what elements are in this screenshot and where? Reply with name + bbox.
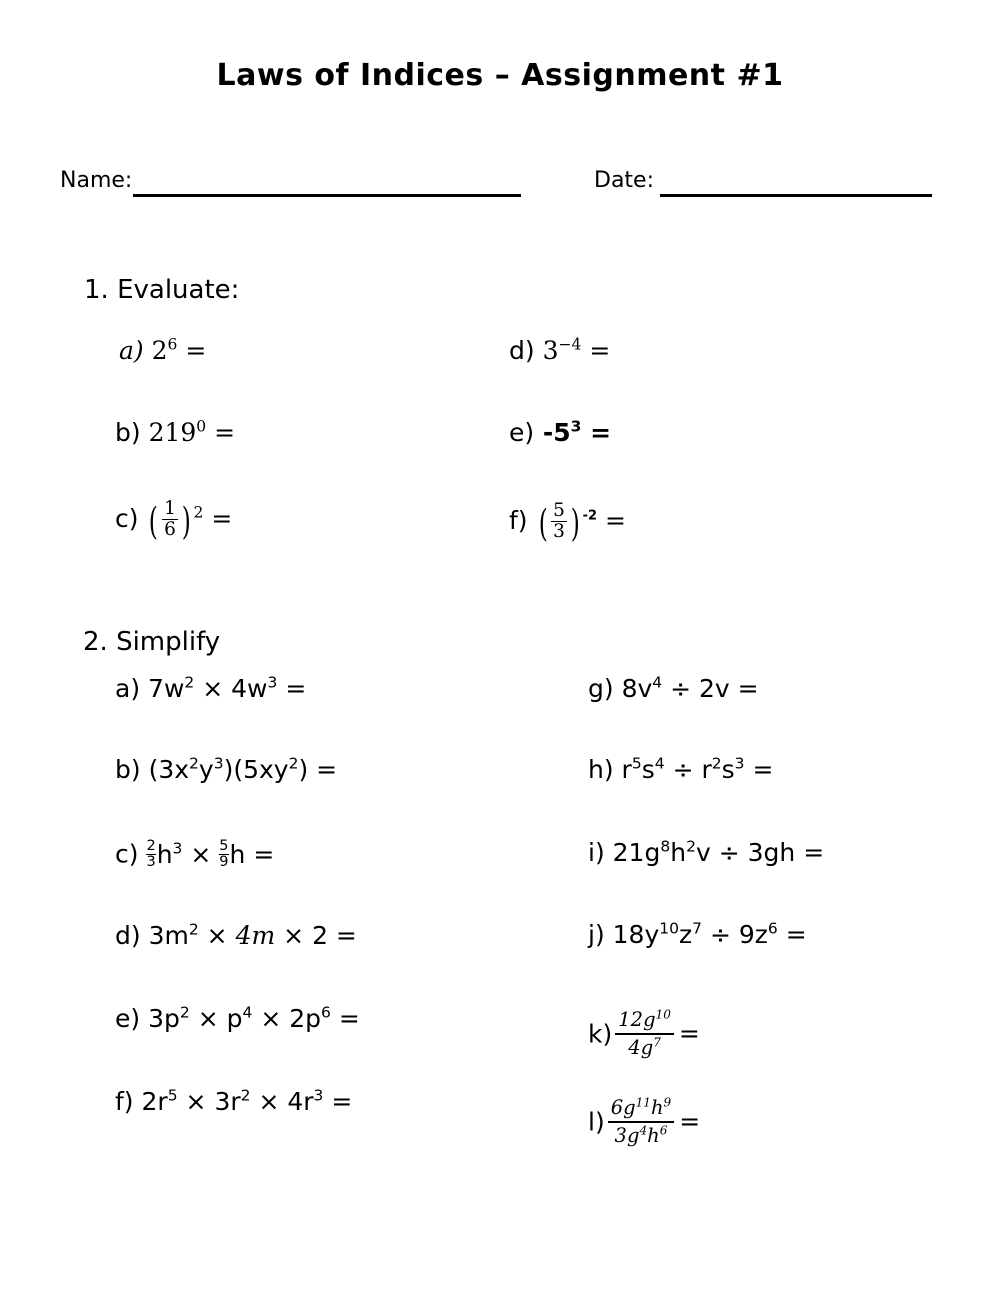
item-expression: $21g^8h^2v \div 3gh$ = bbox=[612, 837, 825, 867]
question-2-heading bbox=[83, 627, 220, 657]
item-label: a) bbox=[115, 674, 141, 703]
item-label: d) bbox=[509, 336, 535, 365]
date-label: Date: bbox=[594, 168, 654, 193]
question-1-item-d bbox=[509, 335, 611, 365]
fraction-6g11h9-over-3g4h6: $\frac{6g^{11}h^9}{3g^4h^6}$ bbox=[608, 1096, 675, 1149]
item-label: b) bbox=[115, 755, 141, 784]
question-1-item-b bbox=[115, 417, 236, 447]
item-expression: $3m^2 \times 4m \times 2$ = bbox=[148, 920, 357, 950]
fraction-five-ninths: $\frac{5}{9}$ bbox=[219, 838, 229, 871]
question-2-item-d bbox=[115, 920, 357, 950]
item-expression: $2r^5 \times 3r^2 \times 4r^3$ = bbox=[141, 1086, 353, 1116]
item-expression: $3p^2 \times p^4 \times 2p^6$ = bbox=[148, 1003, 360, 1033]
question-2-item-g bbox=[588, 673, 759, 703]
item-expression: $-5^3$ = bbox=[542, 417, 612, 447]
item-expression: ( $\frac{5}{3}$ ) $^{-2}$ = bbox=[538, 500, 626, 545]
item-label: e) bbox=[115, 1004, 141, 1033]
item-label: f) bbox=[115, 1087, 134, 1116]
question-1-heading bbox=[84, 275, 239, 305]
question-2-item-a bbox=[115, 673, 307, 703]
open-paren: ( bbox=[149, 498, 159, 543]
question-2-item-e bbox=[115, 1003, 360, 1033]
page-title: Laws of Indices – Assignment #1 bbox=[216, 58, 784, 93]
item-expression: $r^5s^4 \div r^2s^3$ = bbox=[613, 754, 774, 784]
question-2-item-b bbox=[115, 754, 338, 784]
item-label: j) bbox=[588, 920, 605, 949]
item-expression: $\frac{12g^{10}}{4g^7}$ = bbox=[612, 1019, 700, 1048]
item-expression: ( $\frac{1}{6}$ ) $^2$ = bbox=[149, 498, 233, 543]
item-label: h) bbox=[588, 755, 614, 784]
question-2-item-k bbox=[588, 1009, 700, 1062]
item-expression: $\frac{6g^{11}h^9}{3g^4h^6}$ = bbox=[605, 1107, 700, 1136]
item-label: i) bbox=[588, 838, 605, 867]
item-expression: $\frac{2}{3}$ $h^3$ × $\frac{5}{9}$ h = bbox=[146, 838, 275, 871]
item-expression: $7w^2 \times 4w^3$ = bbox=[148, 673, 307, 703]
item-label: e) bbox=[509, 418, 535, 447]
item-label: k) bbox=[588, 1019, 613, 1049]
fraction-12g10-over-4g7: $\frac{12g^{10}}{4g^7}$ bbox=[615, 1008, 674, 1061]
item-label: d) bbox=[115, 921, 141, 950]
item-expression: $(3x^2y^3)(5xy^2)$ = bbox=[140, 754, 338, 784]
question-2-heading-text: Simplify bbox=[116, 627, 221, 657]
question-2-item-j bbox=[588, 919, 807, 949]
fraction-two-thirds: $\frac{2}{3}$ bbox=[146, 838, 156, 871]
question-2-item-i bbox=[588, 837, 825, 867]
item-label: g) bbox=[588, 674, 614, 703]
item-label: b) bbox=[115, 418, 141, 447]
question-2-number: 2. bbox=[83, 627, 108, 657]
question-2-item-c bbox=[115, 840, 274, 871]
item-expression: $2^6$ = bbox=[151, 335, 207, 365]
item-label: c) bbox=[115, 503, 139, 533]
question-1-item-f bbox=[509, 502, 626, 543]
fraction-one-sixth: $\frac{1}{6}$ bbox=[164, 498, 176, 540]
question-2-item-f bbox=[115, 1086, 353, 1116]
question-2-item-h bbox=[588, 754, 774, 784]
open-paren: ( bbox=[538, 500, 548, 545]
fraction-five-thirds: $\frac{5}{3}$ bbox=[553, 500, 565, 542]
name-input-line[interactable] bbox=[133, 194, 521, 197]
name-date-row bbox=[0, 168, 1000, 202]
item-label: a) bbox=[119, 336, 144, 365]
item-label: l) bbox=[588, 1107, 605, 1137]
question-1-item-c bbox=[115, 500, 232, 541]
question-1-item-e bbox=[509, 417, 612, 447]
name-label: Name: bbox=[60, 168, 133, 193]
question-1-heading-text: Evaluate: bbox=[117, 275, 240, 305]
item-expression: $18y^{10}z^7 \div 9z^6$ = bbox=[612, 919, 807, 949]
item-label: c) bbox=[115, 839, 139, 869]
question-2-item-l bbox=[588, 1097, 700, 1150]
question-1-number: 1. bbox=[84, 275, 109, 305]
item-label: f) bbox=[509, 505, 528, 535]
item-expression: $219^0$ = bbox=[148, 417, 236, 447]
date-input-line[interactable] bbox=[660, 194, 932, 197]
item-expression: $8v^4 \div 2v$ = bbox=[621, 673, 759, 703]
item-expression: $3^{-4}$ = bbox=[542, 335, 611, 365]
close-paren: ) bbox=[181, 498, 191, 543]
question-1-item-a bbox=[119, 335, 207, 365]
close-paren: ) bbox=[570, 500, 580, 545]
